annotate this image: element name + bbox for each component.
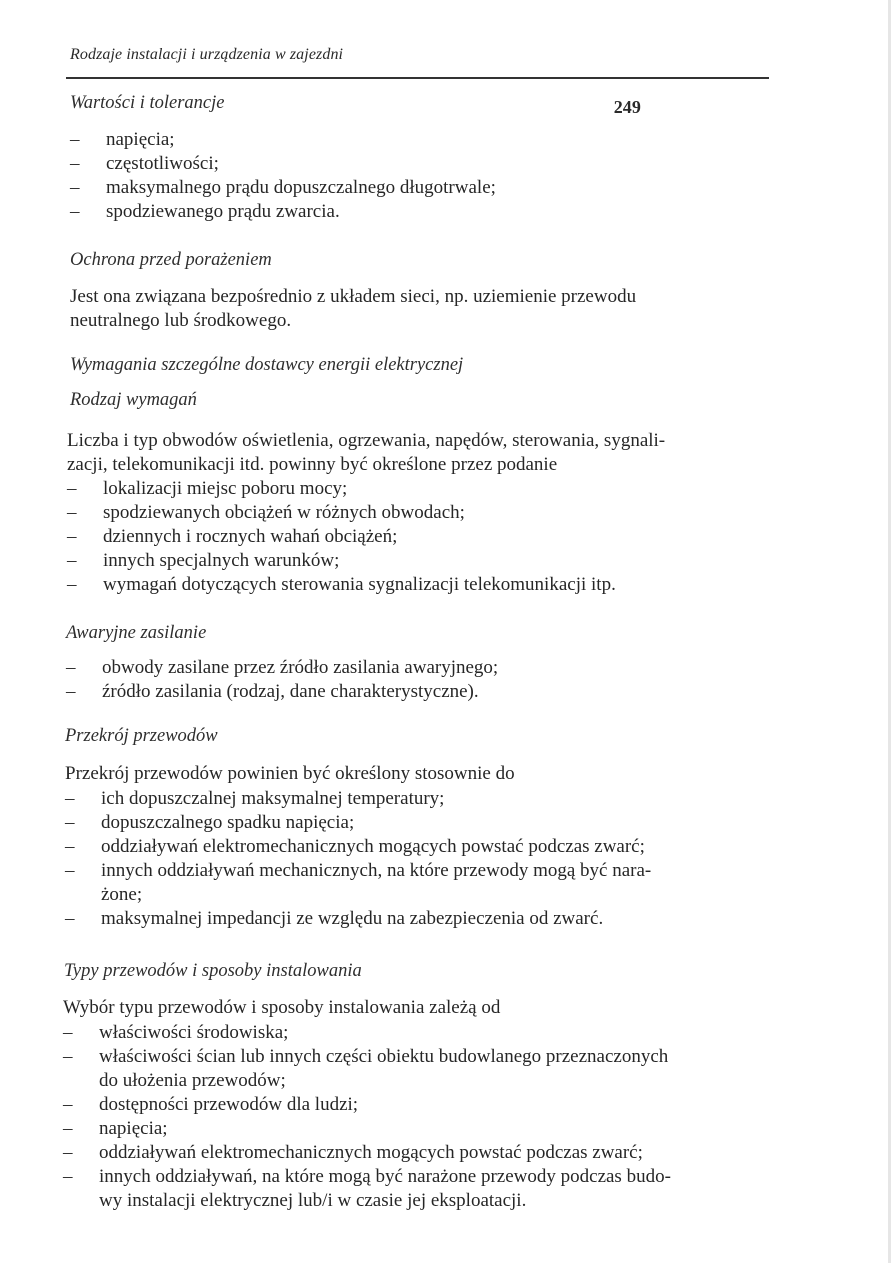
running-title: Rodzaje instalacji i urządzenia w zajezdni	[70, 46, 344, 63]
list-item: – maksymalnej impedancji ze względu na zabezpieczenia od zwarć.	[65, 908, 604, 929]
list-item: – obwody zasilane przez źródło zasilania awaryjnego;	[66, 657, 499, 678]
dash-bullet: –	[63, 1046, 73, 1067]
list-item: – maksymalnego prądu dopuszczalnego długotrwale;	[70, 177, 496, 198]
list-item: – lokalizacji miejsc poboru mocy;	[67, 478, 348, 499]
dash-bullet: –	[67, 526, 77, 547]
paragraph-przekroj: Przekrój przewodów powinien być określony stosownie do	[65, 763, 515, 784]
dash-bullet: –	[67, 550, 77, 571]
list-item: – właściwości ścian lub innych części obiektu budowlanego przeznaczonych do ułożenia przewodów;	[63, 1046, 669, 1091]
list-przekroj	[65, 787, 651, 931]
list-item: – źródło zasilania (rodzaj, dane charakterystyczne).	[66, 681, 479, 702]
list-item: – właściwości środowiska;	[63, 1022, 289, 1043]
list-item: – wymagań dotyczących sterowania sygnalizacji telekomunikacji itp.	[67, 574, 616, 595]
dash-bullet: –	[63, 1118, 73, 1139]
section-heading-przekroj: Przekrój przewodów	[65, 726, 218, 746]
list-awaryjne	[66, 656, 498, 704]
dash-bullet: –	[63, 1166, 73, 1187]
dash-bullet: –	[65, 836, 75, 857]
list-item: – dziennych i rocznych wahań obciążeń;	[67, 526, 398, 547]
dash-bullet: –	[65, 908, 75, 929]
dash-bullet: –	[63, 1094, 73, 1115]
section-heading-awaryjne: Awaryjne zasilanie	[66, 623, 207, 643]
list-item: – dopuszczalnego spadku napięcia;	[65, 812, 355, 833]
page-number: 249	[613, 97, 641, 117]
section-heading-rodzaj: Rodzaj wymagań	[70, 390, 197, 410]
list-typy	[63, 1021, 671, 1213]
list-item: – dostępności przewodów dla ludzi;	[63, 1094, 359, 1115]
paragraph-typy: Wybór typu przewodów i sposoby instalowania zależą od	[63, 997, 501, 1018]
dash-bullet: –	[63, 1022, 73, 1043]
list-item: – spodziewanego prądu zwarcia.	[70, 201, 340, 222]
section-heading-ochrona: Ochrona przed porażeniem	[70, 250, 272, 270]
list-item: – napięcia;	[63, 1118, 168, 1139]
paragraph-rodzaj: Liczba i typ obwodów oświetlenia, ogrzewania, napędów, sterowania, sygnali- zacji, telekomunikacji itd. powinny być określone przez podanie	[67, 430, 666, 475]
dash-bullet: –	[63, 1142, 73, 1163]
section-heading-wymagania: Wymagania szczególne dostawcy energii elektrycznej	[70, 355, 464, 375]
list-item: – spodziewanych obciążeń w różnych obwodach;	[67, 502, 465, 523]
list-wartosci	[70, 128, 496, 224]
dash-bullet: –	[70, 177, 80, 198]
dash-bullet: –	[66, 681, 76, 702]
list-rodzaj	[67, 477, 616, 597]
dash-bullet: –	[65, 788, 75, 809]
header-rule	[66, 77, 769, 79]
dash-bullet: –	[67, 502, 77, 523]
dash-bullet: –	[70, 201, 80, 222]
dash-bullet: –	[66, 657, 76, 678]
page-edge-shadow	[888, 0, 891, 1263]
dash-bullet: –	[70, 129, 80, 150]
dash-bullet: –	[65, 860, 75, 881]
list-item: – innych oddziaływań, na które mogą być narażone przewody podczas budo- wy instalacji elektrycznej lub/i w czasie jej eksploatacji.	[63, 1166, 671, 1211]
list-item: – ich dopuszczalnej maksymalnej temperatury;	[65, 788, 445, 809]
dash-bullet: –	[67, 478, 77, 499]
dash-bullet: –	[67, 574, 77, 595]
dash-bullet: –	[70, 153, 80, 174]
list-item: – oddziaływań elektromechanicznych mogących powstać podczas zwarć;	[63, 1142, 643, 1163]
paragraph-ochrona: Jest ona związana bezpośrednio z układem sieci, np. uziemienie przewodu neutralnego lub środkowego.	[70, 286, 637, 331]
dash-bullet: –	[65, 812, 75, 833]
section-heading-typy: Typy przewodów i sposoby instalowania	[64, 961, 362, 981]
list-item: – częstotliwości;	[70, 153, 219, 174]
section-heading-wartosci: Wartości i tolerancje	[70, 93, 225, 113]
list-item: – napięcia;	[70, 129, 175, 150]
list-item: – innych oddziaływań mechanicznych, na które przewody mogą być nara- żone;	[65, 860, 652, 905]
list-item: – innych specjalnych warunków;	[67, 550, 340, 571]
list-item: – oddziaływań elektromechanicznych mogących powstać podczas zwarć;	[65, 836, 645, 857]
